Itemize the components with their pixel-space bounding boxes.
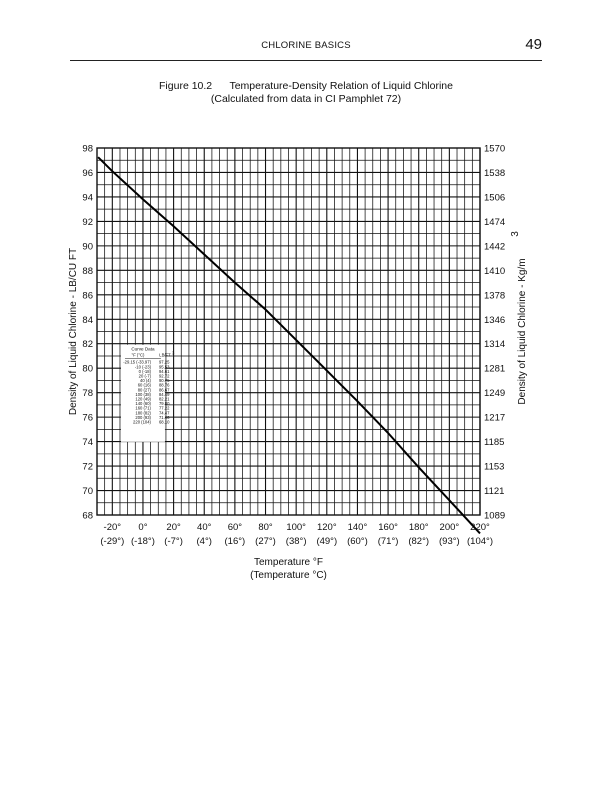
- y-tick-label-left: 96: [82, 167, 93, 179]
- y-tick-label-left: 92: [82, 216, 93, 228]
- y-tick-label-left: 76: [82, 412, 93, 424]
- inset-col-header-density: LB/FT: [159, 352, 171, 358]
- inset-row-density: 95.53: [158, 364, 170, 370]
- x-tick-label-f: 120°: [316, 522, 337, 533]
- inset-row-temp: 20 (-7): [138, 373, 151, 379]
- inset-row-temp: 120 (49): [135, 396, 151, 402]
- y-tick-label-left: 74: [82, 437, 93, 449]
- y-axis-title-left: Density of Liquid Chlorine - LB/CU FT: [68, 247, 79, 416]
- inset-row-density: 86.67: [158, 387, 170, 393]
- y-tick-label-right: 1153: [484, 461, 505, 473]
- inset-row-density: 74.47: [158, 410, 170, 416]
- inset-row-density: 92.72: [158, 373, 170, 379]
- x-tick-label-f: 40°: [197, 522, 212, 533]
- figure-caption-source: (Calculated from data in CI Pamphlet 72): [210, 93, 402, 105]
- inset-row-temp: 220 (104): [133, 419, 151, 425]
- inset-row-density: 94.61: [158, 368, 170, 374]
- inset-title: Curve Data: [131, 346, 155, 352]
- x-axis-title-celsius: (Temperature °C): [250, 570, 327, 581]
- y-tick-label-left: 80: [82, 363, 93, 375]
- x-tick-label-c: (-7°): [164, 536, 183, 547]
- y-tick-label-left: 98: [82, 143, 93, 155]
- inset-row-density: 79.80: [158, 401, 170, 407]
- y-tick-label-right: 1089: [484, 510, 506, 522]
- x-axis-title: Temperature °F: [253, 557, 324, 568]
- x-tick-label-c: (16°): [224, 536, 246, 547]
- x-tick-label-f: 60°: [227, 522, 243, 533]
- inset-row-temp: 60 (16): [137, 382, 151, 388]
- x-tick-label-c: (60°): [347, 536, 368, 547]
- x-tick-label-c: (71°): [377, 536, 399, 547]
- y-tick-label-right: 1249: [484, 388, 506, 400]
- inset-row-temp: 80 (27): [137, 387, 151, 393]
- x-tick-label-f: 140°: [347, 522, 368, 533]
- y-tick-label-right: 1378: [484, 290, 506, 302]
- inset-row-density: 97.25: [158, 359, 170, 365]
- y-tick-label-right: 1217: [484, 412, 506, 424]
- x-tick-label-f: 160°: [378, 522, 398, 533]
- inset-row-density: 71.46: [158, 414, 170, 420]
- y-tick-label-right: 1410: [484, 265, 506, 277]
- x-tick-label-c: (82°): [408, 536, 430, 547]
- x-tick-label-f: 0°: [138, 522, 148, 533]
- y-tick-label-right: 1314: [484, 339, 506, 351]
- x-tick-label-c: (4°): [196, 536, 212, 547]
- inset-row-temp: 40 (4): [140, 378, 151, 384]
- y-axis-title-right-superscript: 3: [510, 231, 521, 237]
- y-tick-label-right: 1121: [484, 486, 505, 498]
- x-tick-label-c: (38°): [285, 536, 307, 547]
- y-tick-label-right: 1506: [484, 192, 506, 204]
- inset-row-temp: 160 (71): [135, 405, 151, 411]
- x-tick-label-c: (49°): [316, 536, 338, 547]
- figure-caption: Figure 10.2 Temperature-Density Relation of Liquid Chlorine: [159, 80, 453, 92]
- y-tick-label-left: 70: [82, 486, 93, 498]
- y-tick-label-left: 90: [82, 241, 93, 253]
- y-tick-label-left: 68: [82, 510, 93, 522]
- inset-row-density: 68.10: [158, 419, 170, 425]
- x-tick-label-f: 20°: [166, 522, 181, 533]
- x-tick-label-f: 200°: [439, 522, 460, 533]
- inset-row-temp: 180 (82): [135, 410, 151, 416]
- y-tick-label-right: 1474: [484, 216, 506, 228]
- running-header-title: CHLORINE BASICS: [261, 40, 351, 51]
- inset-row-temp: 0 (-18): [138, 368, 151, 374]
- inset-col-header-temp: °F (°C): [131, 352, 145, 358]
- y-tick-label-right: 1185: [484, 437, 505, 449]
- page-number: 49: [525, 36, 542, 53]
- x-tick-label-c: (93°): [439, 536, 460, 547]
- x-tick-label-f: 100°: [286, 522, 306, 533]
- inset-row-temp: 200 (93): [135, 414, 151, 420]
- x-tick-label-f: 180°: [408, 522, 429, 533]
- y-tick-label-left: 86: [82, 290, 93, 302]
- y-tick-label-left: 78: [82, 388, 93, 400]
- y-tick-label-left: 84: [82, 314, 93, 326]
- y-tick-label-right: 1346: [484, 314, 506, 326]
- inset-row-density: 88.76: [158, 382, 170, 388]
- x-tick-label-f: -20°: [103, 522, 122, 533]
- inset-row-temp: 140 (60): [135, 401, 151, 407]
- x-tick-label-f: 220°: [470, 522, 490, 533]
- inset-row-temp: -10 (-23): [134, 364, 151, 370]
- inset-row-temp: 100 (38): [135, 391, 151, 397]
- y-tick-label-right: 1570: [484, 143, 506, 155]
- inset-row-density: 84.49: [158, 391, 170, 397]
- y-tick-label-right: 1281: [484, 363, 506, 375]
- x-tick-label-f: 80°: [258, 522, 273, 533]
- y-tick-label-left: 82: [82, 339, 93, 351]
- inset-row-density: 77.22: [158, 405, 170, 411]
- y-tick-label-left: 88: [82, 265, 93, 277]
- y-tick-label-right: 1442: [484, 241, 506, 253]
- y-tick-label-left: 94: [82, 192, 93, 204]
- x-tick-label-c: (27°): [255, 536, 276, 547]
- inset-row-density: 82.21: [158, 396, 170, 402]
- inset-row-density: 90.75: [158, 378, 170, 384]
- y-tick-label-left: 72: [82, 461, 93, 473]
- inset-col-header-sup: 3: [171, 350, 175, 356]
- y-axis-title-right: Density of Liquid Chlorine - Kg/m: [517, 258, 528, 405]
- x-tick-label-c: (-18°): [131, 536, 155, 547]
- y-tick-label-right: 1538: [484, 167, 506, 179]
- x-tick-label-c: (-29°): [100, 536, 125, 547]
- x-tick-label-c: (104°): [467, 536, 493, 547]
- inset-row-temp: -29.15 (-33.97): [123, 359, 151, 365]
- curve-data-inset: [121, 345, 175, 442]
